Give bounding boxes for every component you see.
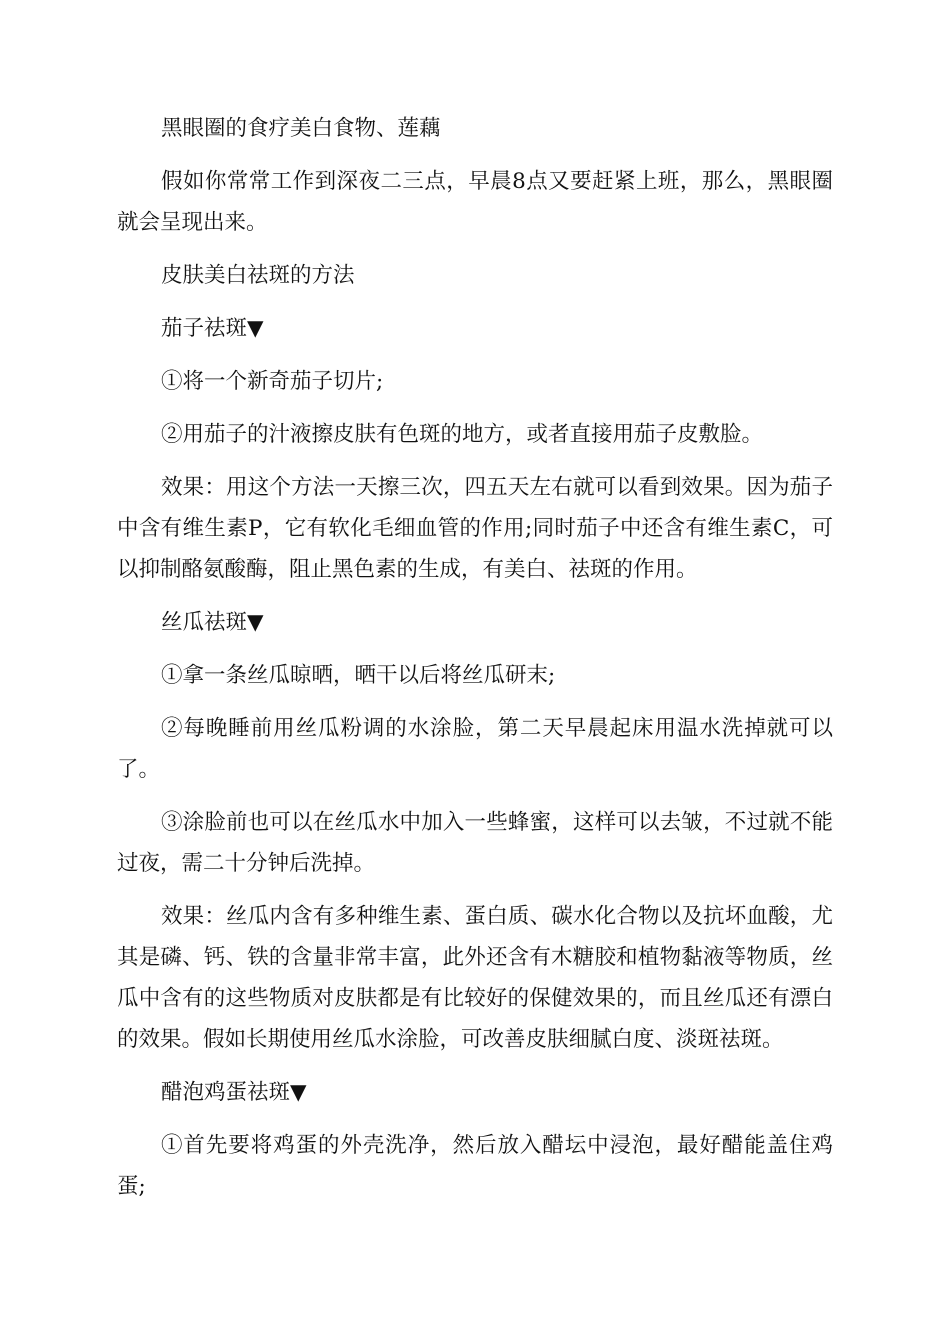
- heading-whitening-methods: 皮肤美白祛斑的方法: [161, 263, 355, 288]
- loofah-step-1: ①拿一条丝瓜晾晒，晒干以后将丝瓜研末;: [161, 663, 556, 688]
- document-body: [117, 108, 833, 1219]
- eggplant-step-1: ①将一个新奇茄子切片;: [161, 369, 384, 394]
- heading-loofah: 丝瓜祛斑▼: [161, 610, 264, 635]
- eggplant-step-2: ②用茄子的汁液擦皮肤有色斑的地方，或者直接用茄子皮敷脸。: [161, 422, 764, 447]
- loofah-effect: 效果：丝瓜内含有多种维生素、蛋白质、碳水化合物以及抗坏血酸，尤其是磷、钙、铁的含量非常丰富，此外还含有木糖胶和植物黏液等物质，丝瓜中含有的这些物质对皮肤都是有比较好的保健效果的，而且丝瓜还有漂白的效果。假如长期使用丝瓜水涂脸，可改善皮肤细腻白度、淡斑祛斑。: [117, 904, 833, 1052]
- heading-vinegar-egg: 醋泡鸡蛋祛斑▼: [161, 1080, 307, 1105]
- paragraph-dark-circles-cause: 假如你常常工作到深夜二三点，早晨8点又要赶紧上班，那么，黑眼圈就会呈现出来。: [117, 169, 833, 235]
- loofah-step-3: ③涂脸前也可以在丝瓜水中加入一些蜂蜜，这样可以去皱，不过就不能过夜，需二十分钟后洗掉。: [117, 810, 833, 876]
- vinegar-egg-step-1: ①首先要将鸡蛋的外壳洗净，然后放入醋坛中浸泡，最好醋能盖住鸡蛋;: [117, 1133, 833, 1199]
- eggplant-effect: 效果：用这个方法一天擦三次，四五天左右就可以看到效果。因为茄子中含有维生素P，它有软化毛细血管的作用;同时茄子中还含有维生素C，可以抑制酪氨酸酶，阻止黑色素的生成，有美白、祛斑的作用。: [117, 475, 833, 582]
- heading-dark-circles-food: 黑眼圈的食疗美白食物、莲藕: [161, 116, 441, 141]
- heading-eggplant: 茄子祛斑▼: [161, 316, 264, 341]
- loofah-step-2: ②每晚睡前用丝瓜粉调的水涂脸，第二天早晨起床用温水洗掉就可以了。: [117, 716, 833, 782]
